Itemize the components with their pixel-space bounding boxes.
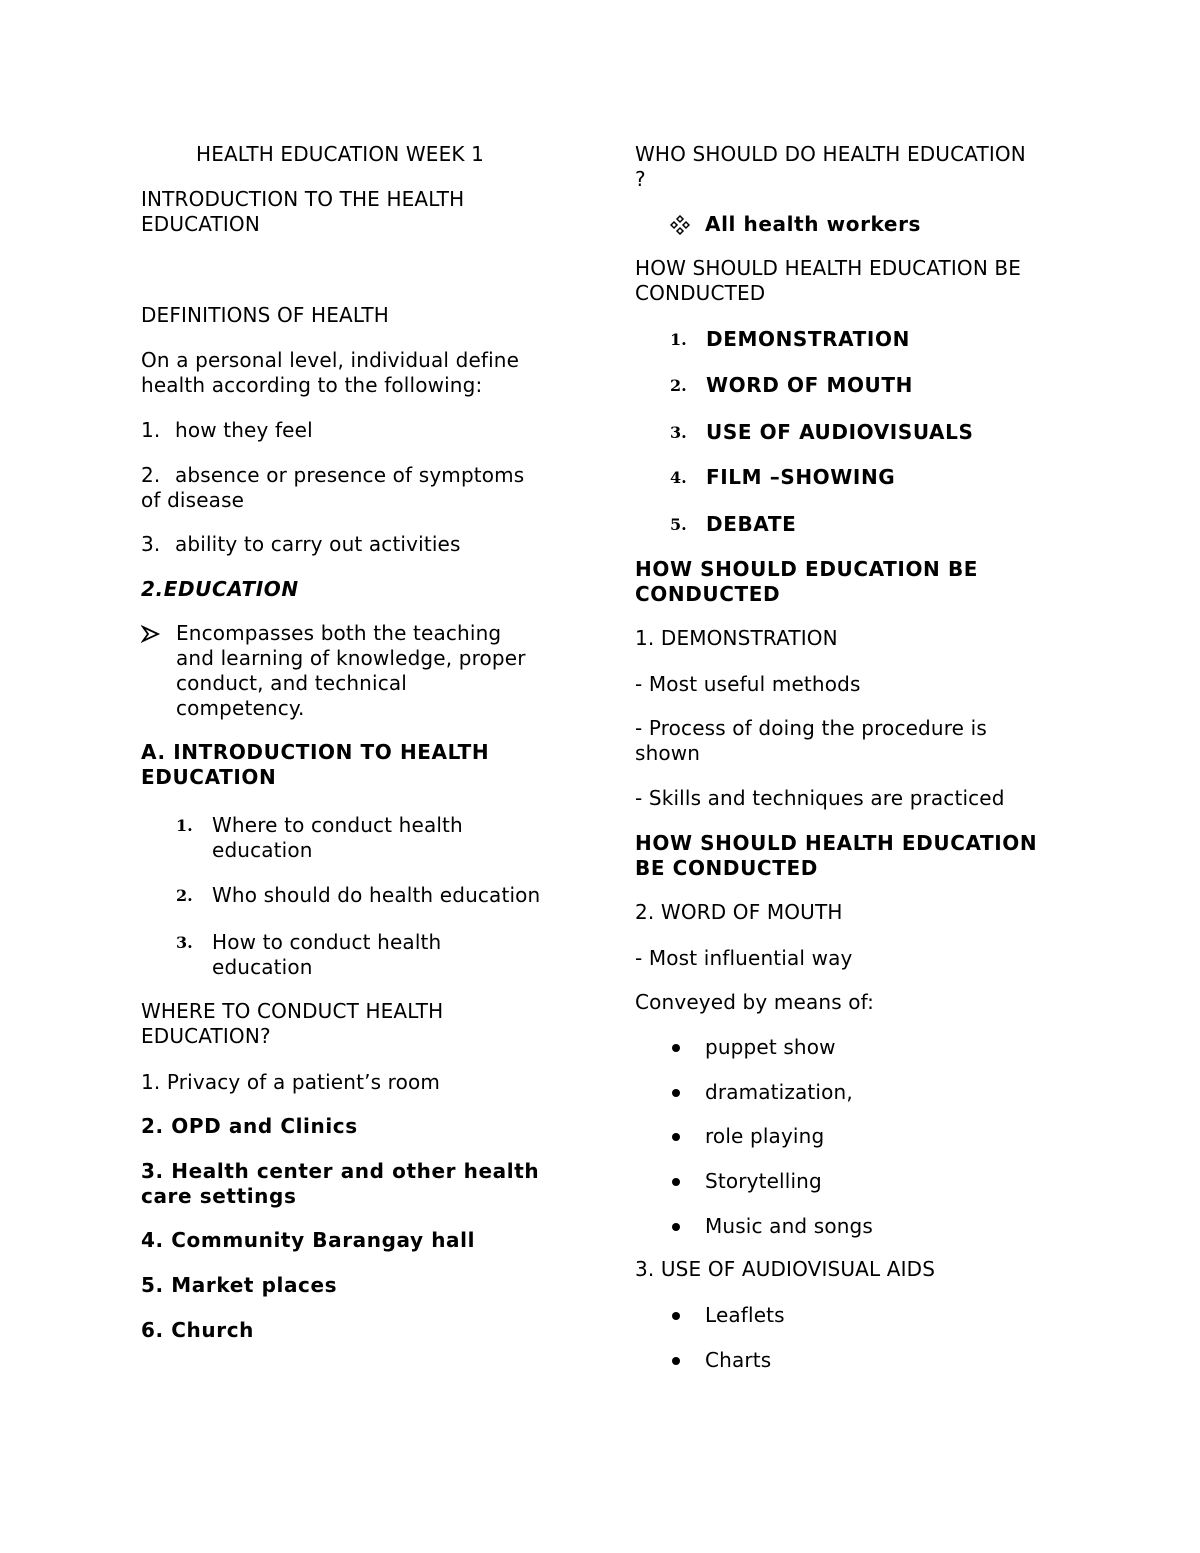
conveyed-text: Conveyed by means of: <box>635 990 875 1014</box>
education-bullet: Encompasses both the teaching and learning of knowledge, proper conduct, and technical competency. <box>141 621 571 721</box>
section-a-item: 3. How to conduct health education <box>176 930 442 979</box>
how-heading: HOW SHOULD HEALTH EDUCATION BE CONDUCTED <box>635 256 1022 305</box>
bullet-icon <box>670 1310 682 1322</box>
how-education-heading: HOW SHOULD EDUCATION BE CONDUCTED <box>635 557 979 606</box>
definition-paragraph: On a personal level, individual define health according to the following: <box>141 348 520 397</box>
where-item: 5. Market places <box>141 1273 338 1297</box>
health-item: 3. ability to carry out activities <box>141 532 461 556</box>
definitions-heading: DEFINITIONS OF HEALTH <box>141 303 389 327</box>
arrowhead-bullet-icon <box>141 624 161 644</box>
conveyed-list-item: role playing <box>670 1124 1050 1149</box>
audiovisual-list-item: Charts <box>670 1348 1050 1373</box>
health-item: 1. how they feel <box>141 418 313 442</box>
conveyed-list-item: Music and songs <box>670 1214 1050 1239</box>
who-heading: WHO SHOULD DO HEALTH EDUCATION ? <box>635 142 1026 191</box>
document-title: HEALTH EDUCATION WEEK 1 <box>196 142 485 166</box>
bullet-icon <box>670 1221 682 1233</box>
method-item: 3. USE OF AUDIOVISUALS <box>670 420 974 444</box>
where-heading: WHERE TO CONDUCT HEALTH EDUCATION? <box>141 999 444 1048</box>
method-item: 2. WORD OF MOUTH <box>670 373 913 397</box>
conveyed-list-item: puppet show <box>670 1035 1050 1060</box>
bullet-icon <box>670 1176 682 1188</box>
bullet-icon <box>670 1087 682 1099</box>
bullet-icon <box>670 1131 682 1143</box>
bullet-icon <box>670 1355 682 1367</box>
four-diamond-bullet-icon <box>670 215 690 235</box>
audiovisual-list-item: Leaflets <box>670 1303 1050 1328</box>
where-item: 1. Privacy of a patient’s room <box>141 1070 441 1094</box>
demonstration-point: - Most useful methods <box>635 672 861 696</box>
health-item: 2. absence or presence of symptoms of disease <box>141 463 525 512</box>
where-item: 4. Community Barangay hall <box>141 1228 476 1252</box>
section-a-item: 2. Who should do health education <box>176 883 541 907</box>
education-heading: 2.EDUCATION <box>141 577 299 601</box>
demonstration-point: - Skills and techniques are practiced <box>635 786 1005 810</box>
method-item: 5. DEBATE <box>670 512 797 536</box>
section-a-heading: A. INTRODUCTION TO HEALTH EDUCATION <box>141 740 490 789</box>
conveyed-list-item: dramatization, <box>670 1080 1050 1105</box>
who-answer: All health workers <box>670 212 970 237</box>
audiovisual-title: 3. USE OF AUDIOVISUAL AIDS <box>635 1257 936 1281</box>
method-item: 4. FILM –SHOWING <box>670 465 896 489</box>
demonstration-point: - Process of doing the procedure is shown <box>635 716 987 765</box>
where-item: 2. OPD and Clinics <box>141 1114 358 1138</box>
where-item: 3. Health center and other health care settings <box>141 1159 540 1208</box>
section-a-item: 1. Where to conduct health education <box>176 813 463 862</box>
word-of-mouth-title: 2. WORD OF MOUTH <box>635 900 843 924</box>
intro-heading: INTRODUCTION TO THE HEALTH EDUCATION <box>141 187 465 236</box>
demonstration-title: 1. DEMONSTRATION <box>635 626 838 650</box>
bullet-icon <box>670 1042 682 1054</box>
method-item: 1. DEMONSTRATION <box>670 327 910 351</box>
word-of-mouth-point: - Most influential way <box>635 946 853 970</box>
conveyed-list-item: Storytelling <box>670 1169 1050 1194</box>
where-item: 6. Church <box>141 1318 254 1342</box>
how-health-heading: HOW SHOULD HEALTH EDUCATION BE CONDUCTED <box>635 831 1038 880</box>
